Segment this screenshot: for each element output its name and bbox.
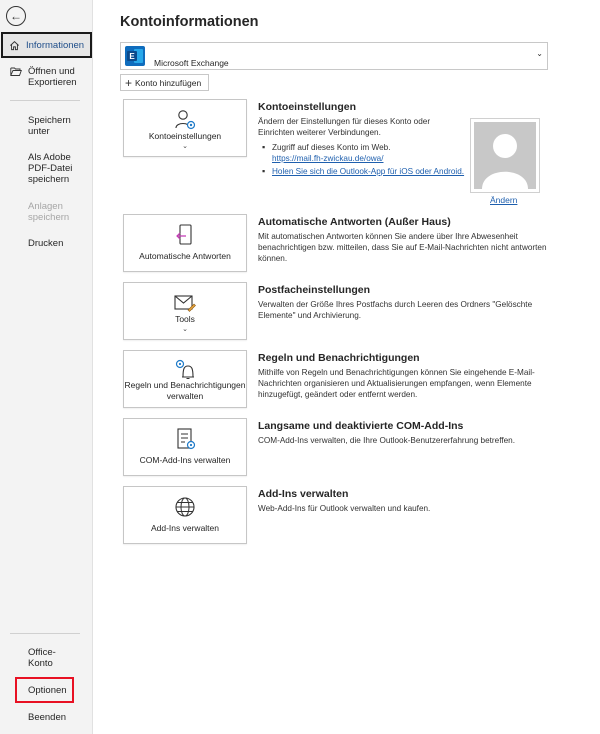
person-placeholder-icon xyxy=(474,122,536,189)
change-photo-link[interactable]: Ändern xyxy=(490,195,518,205)
tile-label: Tools xyxy=(175,314,195,324)
section-description: Mit automatischen Antworten können Sie andere über Ihre Abwesenheit benachrichtigen bzw. mitteilen, dass Sie auf E-Mail-Nachrichten nicht antworten können. xyxy=(258,232,547,263)
nav-item-label: Öffnen und Exportieren xyxy=(28,66,77,88)
section-title: Postfacheinstellungen xyxy=(258,284,371,296)
main-content xyxy=(93,0,600,734)
manage-addins-button[interactable] xyxy=(123,486,247,544)
nav-item-label: Drucken xyxy=(28,238,64,249)
nav-item-label: Beenden xyxy=(28,712,67,723)
tile-label: COM-Add-Ins verwalten xyxy=(139,455,231,465)
home-icon xyxy=(9,40,20,51)
nav-item-label: Optionen xyxy=(28,685,67,696)
section-title: Automatische Antworten (Außer Haus) xyxy=(258,216,451,228)
rules-section xyxy=(258,352,558,400)
globe-icon xyxy=(173,495,197,519)
profile-picture xyxy=(470,118,540,193)
chevron-down-icon: ⌄ xyxy=(182,326,188,333)
bullet-icon: ▪ xyxy=(262,142,266,152)
nav-item-drucken[interactable] xyxy=(0,238,93,249)
section-description: Ändern der Einstellungen für dieses Konto oder Einrichten weiterer Verbindungen. xyxy=(258,117,431,137)
nav-item-anlagen-speichern xyxy=(0,201,93,223)
section-title: Kontoeinstellungen xyxy=(258,101,356,113)
account-settings-button[interactable] xyxy=(123,99,247,157)
bullet-icon: ▪ xyxy=(262,166,266,176)
bullet-text: Zugriff auf dieses Konto im Web. xyxy=(272,143,391,152)
section-title: Add-Ins verwalten xyxy=(258,488,349,500)
add-account-button[interactable] xyxy=(120,74,209,91)
arrow-left-icon[interactable]: ← xyxy=(6,6,26,26)
rules-alerts-icon xyxy=(173,357,197,381)
nav-item-label: Als Adobe PDF-Datei speichern xyxy=(28,152,73,185)
account-name: Microsoft Exchange xyxy=(154,58,229,68)
section-description: Mithilfe von Regeln und Benachrichtigungen können Sie eingehende E-Mail-Nachrichten organisieren und Aktualisierungen empfangen, wenn Elemente hinzugefügt, geändert oder entfernt werden. xyxy=(258,368,535,399)
tile-label: Automatische Antworten xyxy=(139,251,231,261)
tile-label: Regeln und Benachrichtigungen verwalten xyxy=(124,380,246,401)
auto-reply-section xyxy=(258,216,558,264)
section-title: Regeln und Benachrichtigungen xyxy=(258,352,420,364)
owa-link[interactable]: https://mail.fh-zwickau.de/owa/ xyxy=(272,154,384,163)
bullet-item xyxy=(258,166,468,177)
nav-item-label: Anlagen speichern xyxy=(28,201,70,223)
bullet-item xyxy=(258,142,468,164)
nav-item-beenden[interactable] xyxy=(0,712,93,723)
exchange-icon xyxy=(125,46,145,66)
auto-reply-button[interactable] xyxy=(123,214,247,272)
account-settings-icon xyxy=(173,108,197,132)
nav-item-label: Speichern unter xyxy=(28,115,71,137)
plus-icon: + xyxy=(125,75,133,90)
nav-item-oeffnen-exportieren[interactable] xyxy=(0,66,93,88)
section-description: Verwalten der Größe Ihres Postfachs durch Leeren des Ordners "Gelöschte Elemente" und Archivierung. xyxy=(258,300,533,320)
section-description: COM-Add-Ins verwalten, die Ihre Outlook-Benutzererfahrung betreffen. xyxy=(258,436,515,445)
mailbox-tools-button[interactable] xyxy=(123,282,247,340)
manage-addins-section xyxy=(258,488,558,514)
tile-label: Kontoeinstellungen xyxy=(148,131,222,141)
section-description: Web-Add-Ins für Outlook verwalten und kaufen. xyxy=(258,504,431,513)
svg-text:E: E xyxy=(129,52,135,62)
nav-item-label: Office-Konto xyxy=(28,647,56,669)
rules-alerts-button[interactable] xyxy=(123,350,247,408)
mailbox-settings-section xyxy=(258,284,558,321)
section-title: Langsame und deaktivierte COM-Add-Ins xyxy=(258,420,464,432)
page-title: Kontoinformationen xyxy=(120,14,259,30)
sidebar-divider xyxy=(10,100,80,101)
account-settings-section xyxy=(258,101,468,179)
chevron-down-icon: ⌄ xyxy=(182,143,188,150)
com-addins-button[interactable] xyxy=(123,418,247,476)
mailbox-tools-icon xyxy=(173,291,197,315)
auto-reply-icon xyxy=(173,223,197,247)
account-dropdown[interactable] xyxy=(120,42,548,70)
nav-item-als-pdf-speichern[interactable] xyxy=(0,152,93,185)
chevron-down-icon: ⌄ xyxy=(536,49,543,58)
add-account-label: Konto hinzufügen xyxy=(135,77,202,88)
nav-item-optionen[interactable] xyxy=(0,685,93,696)
folder-open-icon xyxy=(10,66,22,77)
nav-item-office-konto[interactable] xyxy=(0,647,93,669)
nav-item-label: Informationen xyxy=(26,39,85,51)
backstage-sidebar xyxy=(0,0,93,734)
tile-label: Add-Ins verwalten xyxy=(150,523,220,533)
com-addins-section xyxy=(258,420,558,446)
com-addins-icon xyxy=(173,427,197,451)
nav-item-informationen[interactable] xyxy=(1,32,92,58)
outlook-app-link[interactable]: Holen Sie sich die Outlook-App für iOS oder Android. xyxy=(272,167,465,176)
nav-item-speichern-unter[interactable] xyxy=(0,115,93,137)
sidebar-divider xyxy=(10,633,80,634)
